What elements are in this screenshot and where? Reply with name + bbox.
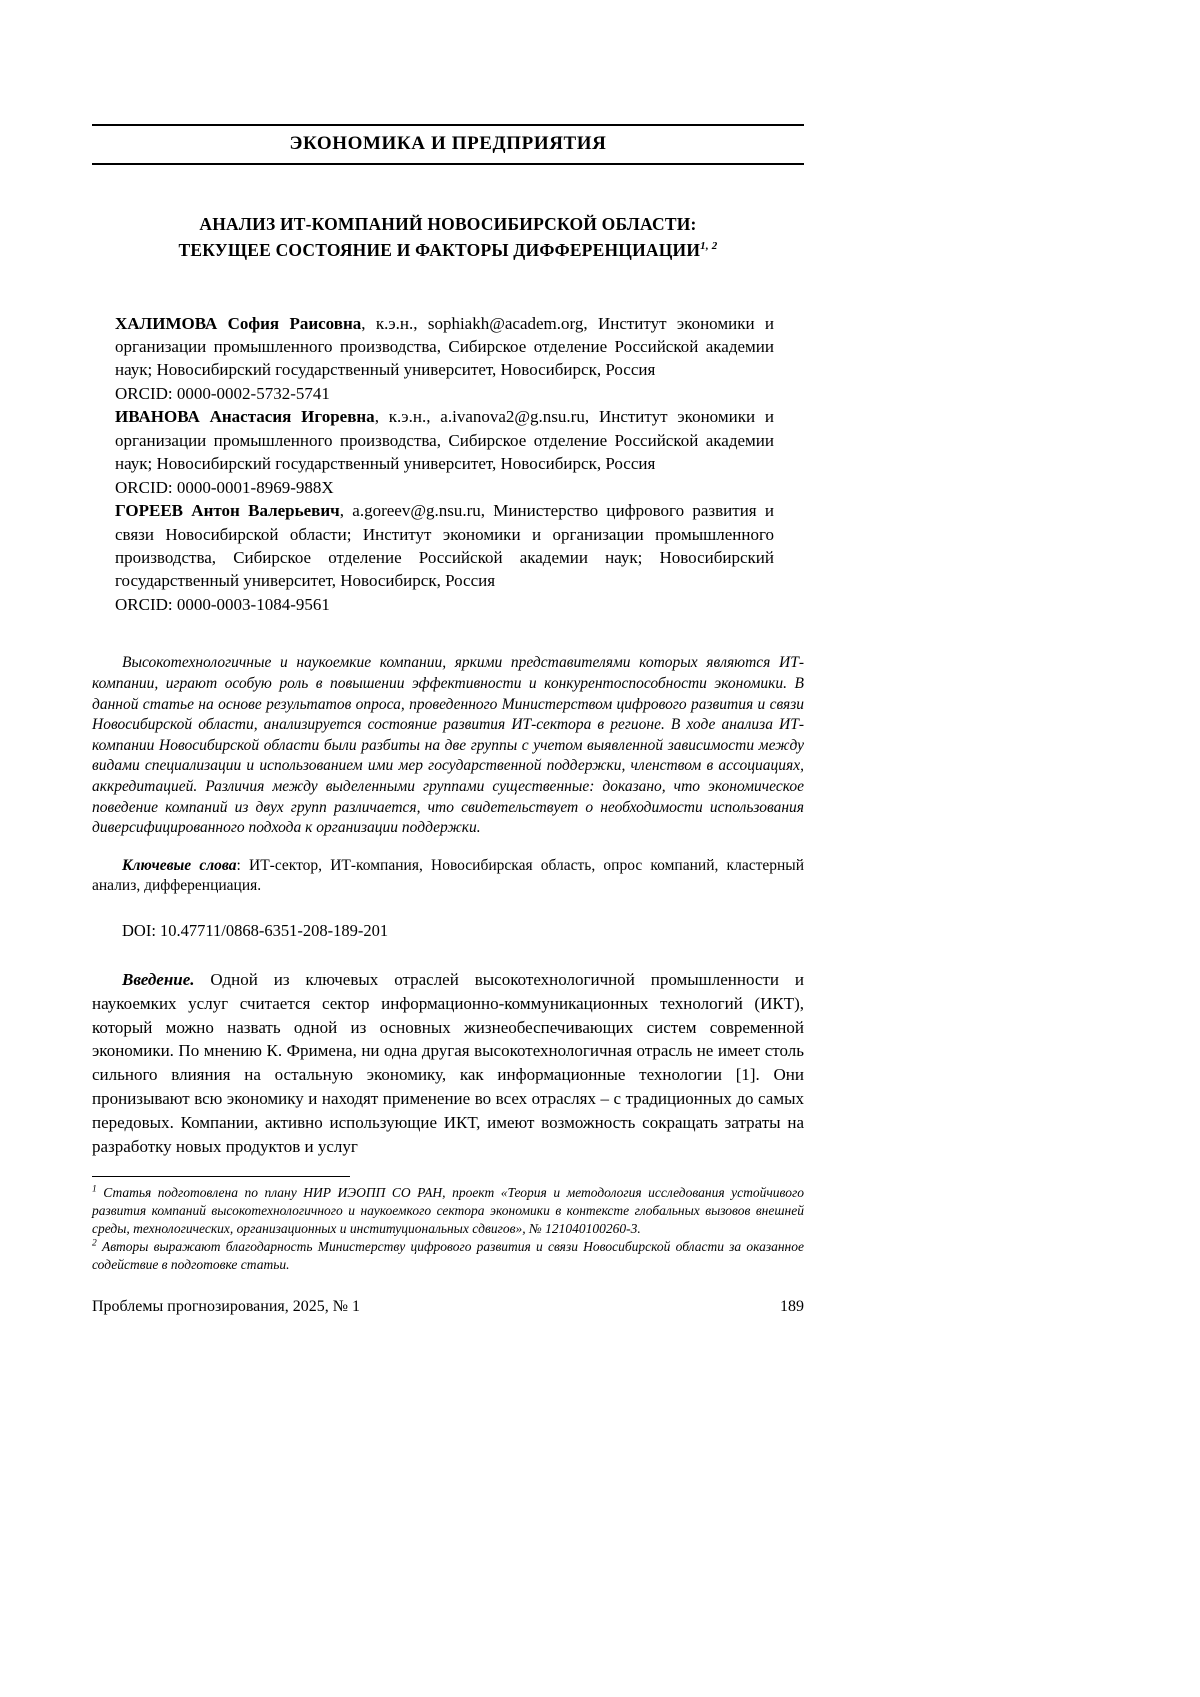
article-title-line1: АНАЛИЗ ИТ-КОМПАНИЙ НОВОСИБИРСКОЙ ОБЛАСТИ: — [199, 214, 697, 234]
introduction-text: Одной из ключевых отраслей высокотехнологичной промышленности и наукоемких услуг считается сектор информационно-коммуникационных технологий (ИКТ), который можно назвать одной из основных жизнеобеспечивающих систем современной экономики. По мнению К. Фримена, ни одна другая высокотехнологичная отрасль не имеет столь сильного влияния на остальную экономику, как информационные технологии [1]. Они пронизывают всю экономику и находят применение во всех отраслях – с традиционных до самых передовых. Компании, активно использующие ИКТ, имеют возможность сокращать затраты на разработку новых продуктов и услуг — [92, 970, 804, 1156]
abstract: Высокотехнологичные и наукоемкие компании, яркими представителями которых являются ИТ-компании, играют особую роль в повышении эффективности и конкурентоспособности экономики. В данной статье на основе результатов опроса, проведенного Министерством цифрового развития и связи Новосибирской области, анализируется состояние развития ИТ-сектора в регионе. В ходе анализа ИТ-компании Новосибирской области были разбиты на две группы с учетом выявленной зависимости между видами специализации и использованием ими мер государственной поддержки, членством в ассоциациях, аккредитацией. Различия между выделенными группами существенные: доказано, что экономическое поведение компаний из двух групп различается, что свидетельствует о необходимости использования диверсифицированного подхода к организации поддержки. — [92, 654, 804, 837]
article-title-line2: ТЕКУЩЕЕ СОСТОЯНИЕ И ФАКТОРЫ ДИФФЕРЕНЦИАЦИИ — [178, 240, 701, 261]
keywords-label: Ключевые слова — [122, 856, 237, 874]
author-2-details: , к.э.н., a.ivanova2@g.nsu.ru, Институт экономики и организации промышленного производства, Сибирское отделение Российской академии наук; Новосибирский государственный университет, Новосибирск, Россия — [115, 407, 775, 474]
author-3-orcid: ORCID: 0000-0003-1084-9561 — [115, 594, 330, 614]
author-3-details: , a.goreev@g.nsu.ru, Министерство цифрового развития и связи Новосибирской области; Институт экономики и организации промышленного производства, Сибирское отделение Российской академии наук; Новосибирский государственный университет, Новосибирск, Россия — [115, 501, 775, 591]
page-footer — [92, 1298, 804, 1316]
keywords — [92, 856, 804, 897]
section-header: ЭКОНОМИКА И ПРЕДПРИЯТИЯ — [92, 124, 804, 165]
keywords-text: : ИТ-сектор, ИТ-компания, Новосибирская область, опрос компаний, кластерный анализ, дифференциация. — [92, 856, 804, 895]
page-number: 189 — [780, 1298, 804, 1315]
authors-block — [115, 312, 774, 617]
title-footnote-marker: 1, 2 — [700, 240, 718, 253]
journal-name: Проблемы прогнозирования, 2025, № 1 — [92, 1298, 361, 1315]
doi: DOI: 10.47711/0868-6351-208-189-201 — [122, 921, 389, 941]
author-1-name: ХАЛИМОВА София Раисовна — [115, 313, 362, 333]
introduction-lead: Введение. — [122, 970, 195, 990]
page-content — [92, 124, 804, 1158]
introduction-paragraph — [92, 968, 804, 1158]
author-1-orcid: ORCID: 0000-0002-5732-5741 — [115, 383, 330, 403]
author-1-details: , к.э.н., sophiakh@academ.org, Институт экономики и организации промышленного производства, Сибирское отделение Российской академии наук; Новосибирский государственный университет, Новосибирск, Россия — [115, 313, 774, 380]
footnote-2-text: Авторы выражают благодарность Министерству цифрового развития и связи Новосибирской области за оказанное содействие в подготовке статьи. — [92, 1239, 804, 1273]
footnote-2 — [92, 1238, 804, 1274]
author-3-name: ГОРЕЕВ Антон Валерьевич — [115, 501, 340, 521]
article-title — [92, 211, 804, 264]
footnote-1-marker: 1 — [92, 1184, 97, 1195]
footnotes-block — [92, 1176, 804, 1274]
author-2-orcid: ORCID: 0000-0001-8969-988X — [115, 477, 334, 497]
author-entry-2 — [115, 405, 774, 475]
footnote-2-marker: 2 — [92, 1238, 97, 1249]
author-2-name: ИВАНОВА Анастасия Игоревна — [115, 407, 375, 427]
author-entry-3 — [115, 499, 774, 593]
footnote-1-text: Статья подготовлена по плану НИР ИЭОПП СО РАН, проект «Теория и методология исследования устойчивого развития компаний высокотехнологичного и наукоемкого сектора экономики в контексте глобальных вызовов внешней среды, технологических, организационных и институциональных сдвигов», № 121040100260-3. — [92, 1185, 804, 1237]
footnote-separator — [92, 1176, 350, 1177]
author-entry-1 — [115, 312, 774, 382]
footnote-1 — [92, 1184, 804, 1238]
